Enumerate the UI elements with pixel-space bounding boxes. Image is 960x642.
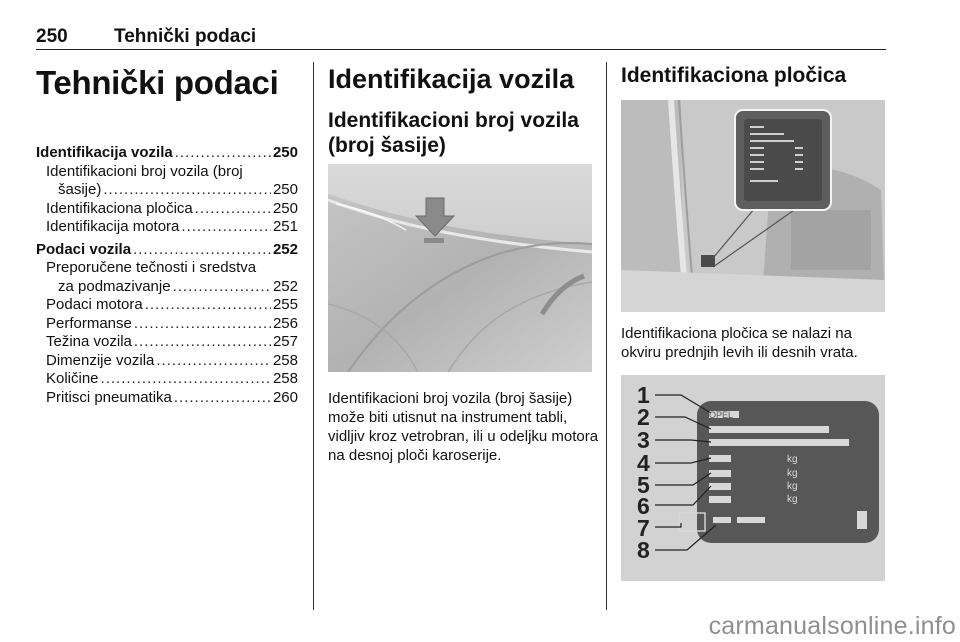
toc-entry-label: Identifikacija motora xyxy=(46,218,180,235)
plate-callout-7: 7 xyxy=(637,515,650,541)
toc-entry-label: Identifikaciona pločica xyxy=(46,199,193,217)
toc-entry[interactable] xyxy=(36,370,298,389)
toc-entry-label: Pritisci pneumatika xyxy=(46,388,172,406)
plate-unit-label: kg xyxy=(787,494,798,505)
toc-section-entry[interactable] xyxy=(36,144,298,163)
toc-entry-label: Količine xyxy=(46,370,99,387)
plate-callout-1: 1 xyxy=(637,382,650,408)
toc-entry[interactable] xyxy=(36,296,298,315)
toc-leader-dots xyxy=(101,370,271,389)
vin-paragraph: Identifikacioni broj vozila (broj šasije) može biti utisnut na instrument tabli, vidljiv kroz vetrobran, ili u odeljku motora na desnoj ploči karoserije. xyxy=(328,390,599,464)
toc-entry-label: Dimenzije vozila xyxy=(46,351,155,369)
toc-entry[interactable] xyxy=(36,352,298,371)
column-divider-2 xyxy=(606,62,607,610)
toc-entry-label: Identifikacija vozila xyxy=(36,144,173,161)
toc-entry-line[interactable]: Preporučene tečnosti i sredstva xyxy=(46,259,257,276)
chapter-title: Tehnički podaci xyxy=(36,64,279,101)
plate-callout-5: 5 xyxy=(637,472,650,498)
toc-entry[interactable] xyxy=(36,218,298,237)
page-number: 250 xyxy=(36,26,68,47)
toc-page-number: 258 xyxy=(272,370,298,387)
toc-entry-label: za podmazivanje xyxy=(58,277,171,295)
toc-entry[interactable] xyxy=(36,333,298,352)
section-title-identification: Identifikacija vozila xyxy=(328,64,575,94)
table-of-contents xyxy=(36,144,298,407)
toc-entry-label: Performanse xyxy=(46,314,132,332)
toc-entry[interactable] xyxy=(36,278,298,297)
column-divider-1 xyxy=(313,62,314,610)
toc-page-number: 255 xyxy=(272,296,298,313)
toc-leader-dots xyxy=(145,296,271,315)
plate-callout-2: 2 xyxy=(637,404,650,430)
toc-section-entry[interactable] xyxy=(36,241,298,260)
toc-page-number: 257 xyxy=(272,333,298,350)
toc-page-number: 251 xyxy=(272,218,298,235)
toc-page-number: 250 xyxy=(272,199,298,217)
toc-leader-dots xyxy=(103,181,271,200)
plate-unit-label: kg xyxy=(787,468,798,479)
toc-leader-dots xyxy=(133,241,271,260)
toc-entry-line[interactable]: Identifikacioni broj vozila (broj xyxy=(46,162,243,180)
plate-brand: OPEL xyxy=(709,410,734,420)
subsection-title-vin: Identifikacioni broj vozila (broj šasije) xyxy=(328,109,579,157)
toc-leader-dots xyxy=(134,315,271,334)
plate-callout-8: 8 xyxy=(637,537,650,563)
toc-entry-label: Podaci motora xyxy=(46,296,143,313)
toc-entry[interactable] xyxy=(36,315,298,334)
toc-entry-label: Težina vozila xyxy=(46,333,132,350)
plate-unit-label: kg xyxy=(787,454,798,465)
plate-paragraph: Identifikaciona pločica se nalazi na okviru prednjih levih ili desnih vrata. xyxy=(621,325,858,361)
toc-leader-dots xyxy=(134,333,271,352)
toc-leader-dots xyxy=(181,218,271,237)
toc-page-number: 252 xyxy=(272,240,298,258)
toc-page-number: 252 xyxy=(272,277,298,295)
plate-unit-label: kg xyxy=(787,481,798,492)
toc-entry[interactable] xyxy=(36,181,298,200)
toc-page-number: 258 xyxy=(272,351,298,369)
plate-callout-6: 6 xyxy=(637,493,650,519)
plate-location-image xyxy=(621,100,885,312)
toc-leader-dots xyxy=(156,352,271,371)
header-title: Tehnički podaci xyxy=(114,26,257,47)
toc-entry[interactable] xyxy=(36,389,298,408)
vin-location-image xyxy=(328,164,592,372)
toc-leader-dots xyxy=(195,200,271,219)
toc-entry-label: šasije) xyxy=(58,181,102,198)
toc-leader-dots xyxy=(175,144,271,163)
toc-entry-label: Podaci vozila xyxy=(36,240,132,258)
plate-callout-3: 3 xyxy=(637,427,650,453)
section-title-plate: Identifikaciona pločica xyxy=(621,64,847,87)
page-header xyxy=(36,26,886,50)
toc-page-number: 250 xyxy=(272,181,298,198)
toc-page-number: 260 xyxy=(272,388,298,406)
identification-plate-diagram xyxy=(621,375,885,581)
toc-leader-dots xyxy=(174,389,271,408)
toc-page-number: 250 xyxy=(272,144,298,161)
plate-callout-4: 4 xyxy=(637,450,650,476)
watermark-text: carmanualsonline.info xyxy=(708,612,956,640)
toc-leader-dots xyxy=(173,278,271,297)
toc-entry[interactable] xyxy=(36,200,298,219)
toc-page-number: 256 xyxy=(272,314,298,332)
